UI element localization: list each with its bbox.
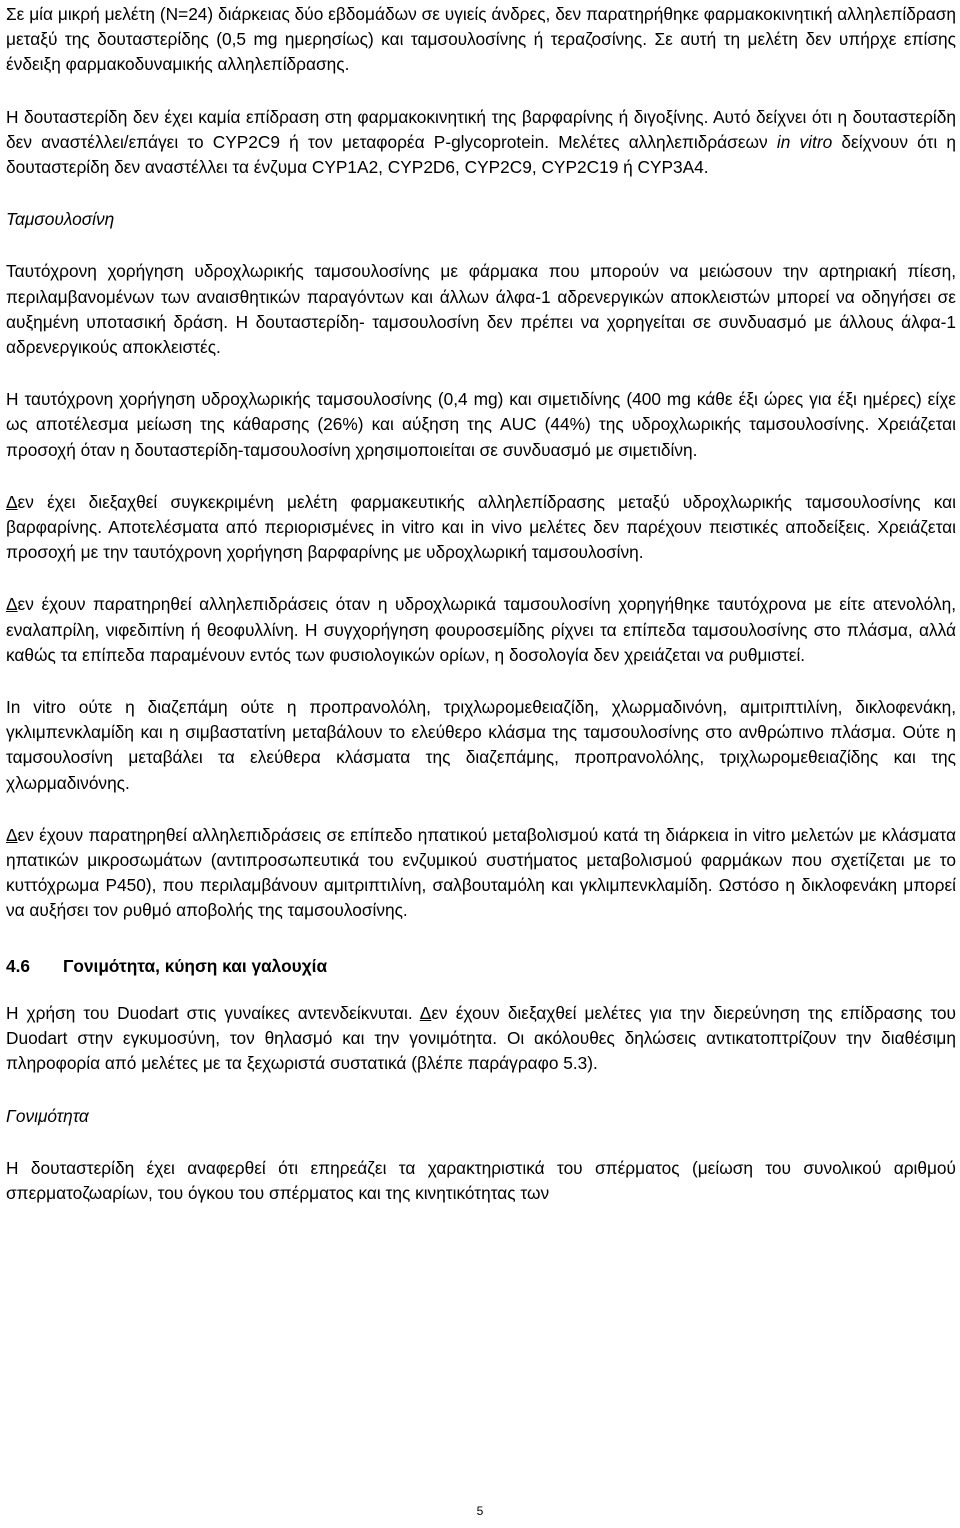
text-segment: εν έχει διεξαχθεί συγκεκριμένη μελέτη φαρμακευτικής αλληλεπίδρασης μεταξύ υδροχλωρικής ταμσουλοσίνης και βαρφαρίνης. Αποτελέσματα από περιορισμένες in vitro και in vivo μελέτες δεν παρέχουν πειστικές αποδείξεις. Χρειάζεται προσοχή με την ταυτόχρονη χορήγηση βαρφαρίνης με υδροχλωρική ταμσουλοσίνη.	[6, 491, 956, 563]
paragraph-duodart-women	[6, 1001, 956, 1077]
text-segment: δείχνουν ότι η δουταστερίδη δεν αναστέλλει τα ένζυμα CYP1A2, CYP2D6, CYP2C9, CYP2C19 ή CYP3A4.	[6, 131, 956, 178]
text-segment: εν έχουν διεξαχθεί μελέτες για την διερεύνηση της επίδρασης του Duodart στην εγκυμοσύνη, τον θηλασμό και την γονιμότητα. Οι ακόλουθες δηλώσεις αντικατοπτρίζουν την διαθέσιμη πληροφορία από μελέτες με τα ξεχωριστά συστατικά (βλέπε παράγραφο 5.3).	[6, 1002, 956, 1074]
text-segment: Η δουταστερίδη δεν έχει καμία επίδραση στη φαρμακοκινητική της βαρφαρίνης ή διγοξίνης. Αυτό δείχνει ότι η δουταστερίδη δεν αναστέλλει/επάγει το CYP2C9 ή τον μεταφορέα P-glycoprotein. Μελέτες αλληλεπιδράσεων	[6, 106, 956, 152]
text-segment: εν έχουν παρατηρηθεί αλληλεπιδράσεις σε επίπεδο ηπατικού μεταβολισμού κατά τη διάρκεια in vitro μελετών με κλάσματα ηπατικών μικροσωμάτων (αντιπροσωπευτικά του ενζυμικού συστήματος μεταβολισμού φαρμάκων που σχετίζεται με το κυττόχρωμα P450), που περιλαμβάνουν αμιτριπτιλίνη, σαλβουταμόλη και γκλιμπενκλαμίδη. Ωστόσο η δικλοφενάκη μπορεί να αυξήσει τον ρυθμό αποβολής της ταμσουλοσίνης.	[6, 824, 956, 921]
paragraph-fertility: Η δουταστερίδη έχει αναφερθεί ότι επηρεάζει τα χαρακτηριστικά του σπέρματος (μείωση του συνολικού αριθμού σπερματοζωαρίων, του όγκου του σπέρματος και της κινητικότητας των	[6, 1157, 956, 1203]
subheading-fertility: Γονιμότητα	[6, 1105, 89, 1126]
italic-in-vitro: in vitro	[776, 131, 833, 152]
text-segment: Η χρήση του Duodart στις γυναίκες αντενδείκνυται.	[6, 1002, 420, 1023]
underlined-letter: Δ	[6, 491, 18, 512]
paragraph-cimetidine: Η ταυτόχρονη χορήγηση υδροχλωρικής ταμσουλοσίνης (0,4 mg) και σιμετιδίνης (400 mg κάθε έξι ώρες για έξι ημέρες) είχε ως αποτέλεσμα μείωση της κάθαρσης (26%) και αύξηση της AUC (44%) της υδροχλωρικής ταμσουλοσίνης. Χρειάζεται προσοχή όταν η δουταστερίδη-ταμσουλοσίνη χρησιμοποιείται σε συνδυασμό με σιμετιδίνη.	[6, 389, 956, 460]
underlined-letter: Δ	[419, 1002, 432, 1023]
paragraph-in-vitro-plasma: In vitro ούτε η διαζεπάμη ούτε η προπρανολόλη, τριχλωρομεθειαζίδη, χλωρμαδινόνη, αμιτριπτιλίνη, δικλοφενάκη, γκλιμπενκλαμίδη και η σιμβαστατίνη μεταβάλουν το ελεύθερο κλάσμα της ταμσουλοσίνης στο ανθρώπινο πλάσμα. Ούτε η ταμσουλοσίνη μεταβάλει τα ελεύθερα κλάσματα της διαζεπάμης, προπρανολόλης, τριχλωρομεθειαζίδης και της χλωρμαδινόνης.	[6, 697, 956, 793]
paragraph-interaction-study: Σε μία μικρή μελέτη (N=24) διάρκειας δύο εβδομάδων σε υγιείς άνδρες, δεν παρατηρήθηκε φαρμακοκινητική αλληλεπίδραση μεταξύ της δουταστερίδης (0,5 mg ημερησίως) και ταμσουλοσίνης ή τεραζοσίνης. Σε αυτή τη μελέτη δεν υπήρχε επίσης ένδειξη φαρμακοδυναμικής αλληλεπίδρασης.	[6, 4, 956, 75]
paragraph-blood-pressure: Ταυτόχρονη χορήγηση υδροχλωρικής ταμσουλοσίνης με φάρμακα που μπορούν να μειώσουν την αρτηριακή πίεση, περιλαμβανομένων των αναισθητικών παραγόντων και άλλων άλφα-1 αδρενεργικών αποκλειστών μπορεί να οδηγήσει σε αυξημένη υποτασική δράση. Η δουταστερίδη- ταμσουλοσίνη δεν πρέπει να χορηγείται σε συνδυασμό με άλλους άλφα-1 αδρενεργικούς αποκλειστές.	[6, 261, 956, 358]
section-number: 4.6	[6, 955, 31, 976]
text-segment: εν έχουν παρατηρηθεί αλληλεπιδράσεις όταν η υδροχλωρικά ταμσουλοσίνη χορηγήθηκε ταυτόχρονα με είτε ατενολόλη, εναλαπρίλη, νιφεδιπίνη ή θεοφυλλίνη. Η συγχορήγηση φουροσεμίδης ρίχνει τα επίπεδα ταμσουλοσίνης στο πλάσμα, αλλά καθώς τα επίπεδα παραμένουν εντός των φυσιολογικών ορίων, η δοσολογία δεν χρειάζεται να ρυθμιστεί.	[6, 594, 956, 665]
underlined-letter: Δ	[6, 824, 18, 845]
section-title: Γονιμότητα, κύηση και γαλουχία	[63, 955, 328, 976]
paragraph-warfarin-digoxin	[6, 105, 956, 181]
paragraph-no-interactions	[6, 592, 956, 668]
section-heading	[6, 954, 956, 979]
subheading-tamsulosin: Ταμσουλοσίνη	[6, 209, 115, 230]
page-number: 5	[476, 1504, 484, 1518]
paragraph-warfarin	[6, 490, 956, 566]
document-page	[6, 0, 956, 1206]
paragraph-hepatic-metabolism	[6, 823, 956, 924]
underlined-letter: Δ	[6, 594, 18, 615]
